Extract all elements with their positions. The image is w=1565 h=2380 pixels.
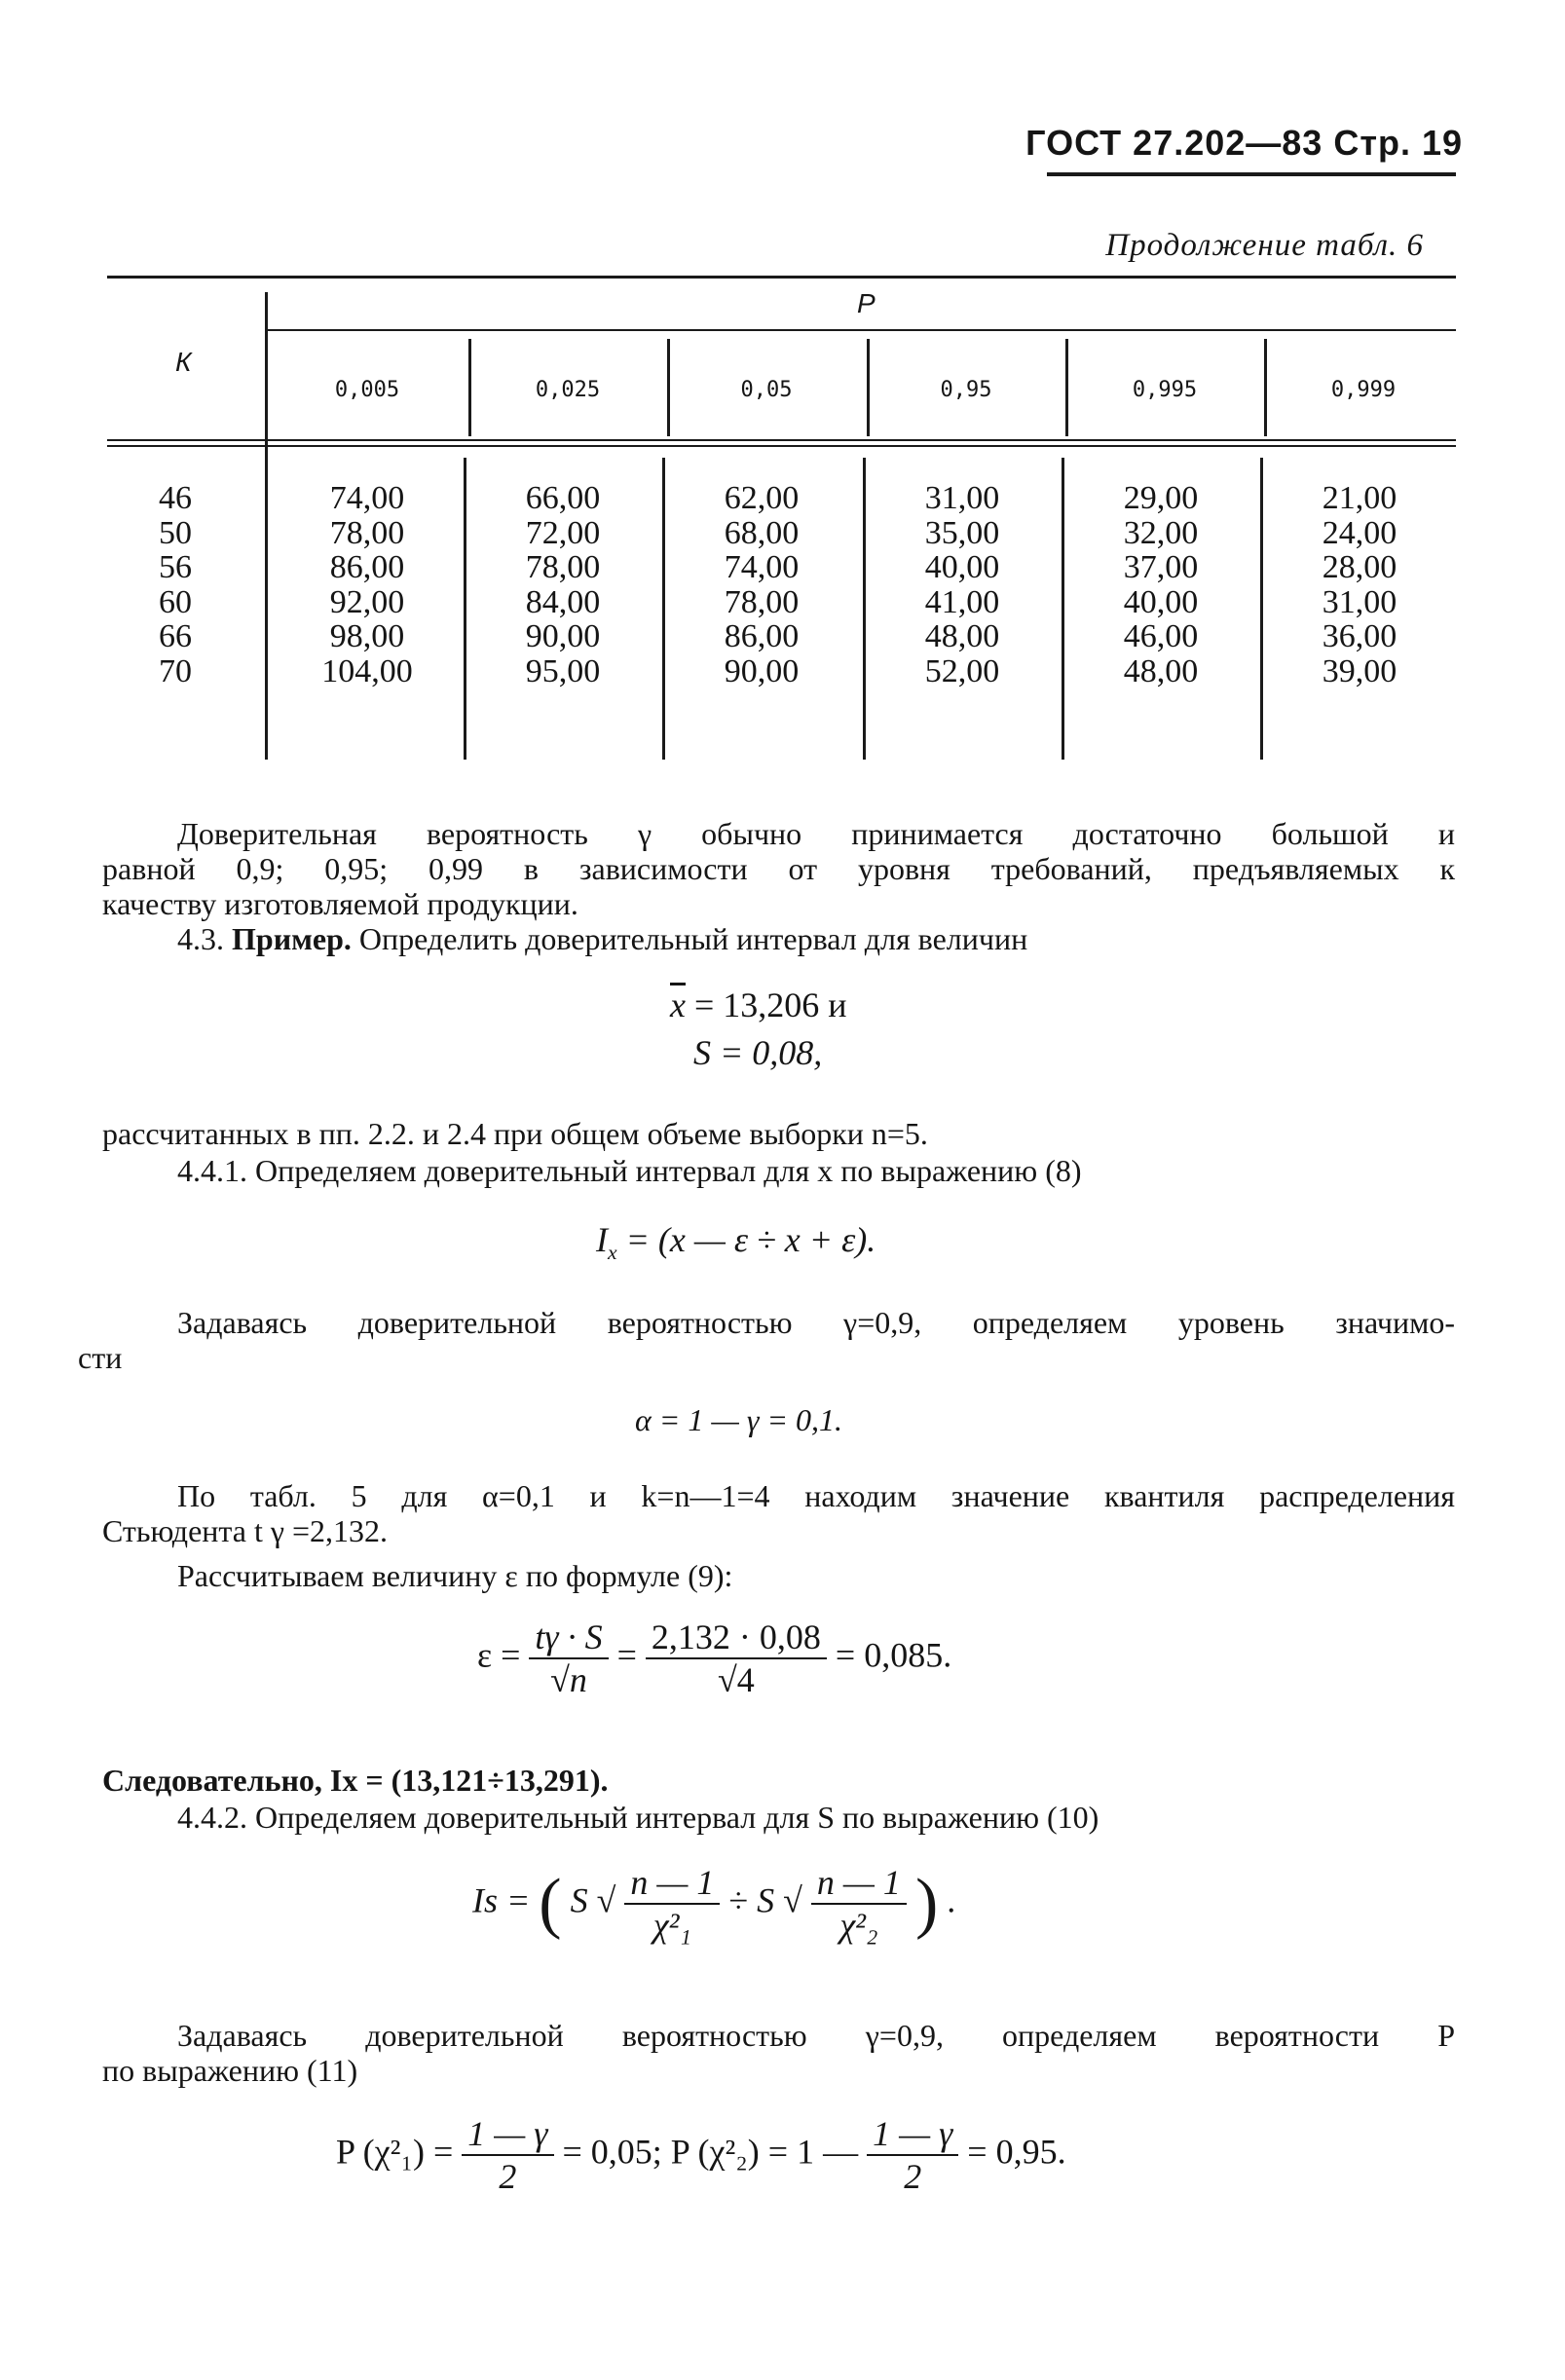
- p-num-1: 1 — γ: [462, 2113, 553, 2156]
- table-header-rule: [107, 439, 1456, 441]
- eps-den-1: √n: [550, 1660, 587, 1699]
- k-values: 46 50 56 60 66 70: [159, 480, 192, 689]
- paragraph-table5-line2: Стьюдента t γ =2,132.: [102, 1513, 389, 1548]
- p-mid: = 0,05; P (χ²₂) = 1 —: [562, 2132, 859, 2172]
- is-lhs: Is =: [472, 1880, 531, 1920]
- is-num-1: n — 1: [624, 1862, 720, 1905]
- is-den-1: χ²₁: [652, 1906, 691, 1945]
- p-header-4: 0,995: [1132, 378, 1198, 402]
- eps-rhs: = 0,085.: [835, 1635, 952, 1675]
- values-col-0: 74,00 78,00 86,00 92,00 98,00 104,00: [321, 480, 413, 689]
- paragraph-442: 4.4.2. Определяем доверительный интервал для S по выражению (10): [177, 1800, 1099, 1835]
- is-s1: S √: [570, 1880, 616, 1920]
- paragraph-table5-line1: По табл. 5 для α=0,1 и k=n—1=4 находим значение квантиля распределения: [177, 1478, 1455, 1513]
- eps-fraction-1: [529, 1617, 608, 1700]
- table-vline-0: [265, 292, 268, 760]
- is-period: .: [947, 1880, 956, 1920]
- is-num-2: n — 1: [811, 1862, 907, 1905]
- paragraph-probabilities-line1: Задаваясь доверительной вероятностью γ=0,9, определяем вероятности P: [177, 2018, 1455, 2053]
- p-den-2: 2: [904, 2157, 922, 2196]
- table-header-rule-2: [107, 445, 1456, 447]
- equation-alpha: α = 1 — γ = 0,1.: [635, 1402, 843, 1437]
- page-header: ГОСТ 27.202—83 Стр. 19: [1025, 123, 1463, 163]
- values-col-4: 29,00 32,00 37,00 40,00 46,00 48,00: [1123, 480, 1199, 689]
- p-header-2: 0,05: [740, 378, 793, 402]
- eps-lhs: ε =: [477, 1635, 521, 1675]
- paragraph-significance-line1: Задаваясь доверительной вероятностью γ=0,9, определяем уровень значимо-: [177, 1305, 1455, 1340]
- x-mean-value: = 13,206 и: [693, 985, 847, 1024]
- values-col-3: 31,00 35,00 40,00 41,00 48,00 52,00: [924, 480, 1000, 689]
- x-mean-symbol: $\overline{x}$: [670, 985, 686, 1024]
- eps-den-2: √4: [718, 1660, 755, 1699]
- eps-num-2: 2,132 · 0,08: [646, 1617, 827, 1659]
- p-header-0: 0,005: [334, 378, 400, 402]
- k-column-header: К: [175, 347, 192, 377]
- values-col-5: 21,00 24,00 28,00 31,00 36,00 39,00: [1322, 480, 1397, 689]
- paragraph-epsilon: Рассчитываем величину ε по формуле (9):: [177, 1558, 733, 1593]
- paragraph-significance-line2: сти: [78, 1340, 123, 1375]
- equation-interval-x: [596, 1219, 876, 1265]
- paragraph-441: 4.4.1. Определяем доверительный интервал для x по выражению (8): [177, 1153, 1082, 1188]
- p-chi1-lhs: P (χ²₁) =: [336, 2132, 454, 2172]
- ix-expression: = (x — ε ÷ x + ε).: [625, 1220, 876, 1259]
- is-s2: S √: [757, 1880, 802, 1920]
- equation-probabilities: [336, 2113, 1066, 2197]
- example-label: Пример.: [232, 921, 352, 956]
- paragraph-sample: рассчитанных в пп. 2.2. и 2.4 при общем объеме выборки n=5.: [102, 1116, 928, 1151]
- is-fraction-1: [624, 1862, 720, 1946]
- example-text: Определить доверительный интервал для величин: [358, 921, 1028, 956]
- p-header-1: 0,025: [535, 378, 601, 402]
- header-rule: [1047, 172, 1456, 176]
- is-close-paren: ): [914, 1866, 939, 1941]
- ix-symbol: $I_x$: [596, 1220, 617, 1265]
- is-open-paren: (: [539, 1866, 562, 1941]
- p-fraction-1: [462, 2113, 553, 2197]
- p-fraction-2: [867, 2113, 958, 2197]
- table-p-rule: [268, 329, 1456, 331]
- eps-fraction-2: [646, 1617, 827, 1700]
- equation-s: S = 0,08,: [693, 1033, 823, 1072]
- example-paragraph: [177, 921, 1027, 956]
- values-col-1: 66,00 72,00 78,00 84,00 90,00 95,00: [525, 480, 601, 689]
- is-plus: ÷: [728, 1880, 749, 1920]
- p-end: = 0,95.: [967, 2132, 1066, 2172]
- paragraph-probabilities-line2: по выражению (11): [102, 2053, 358, 2088]
- eps-num-1: tγ · S: [529, 1617, 608, 1659]
- paragraph-confidence-line2: равной 0,9; 0,95; 0,99 в зависимости от уровня требований, предъявляемых к: [102, 851, 1455, 886]
- table-top-rule: [107, 276, 1456, 279]
- p-column-header: P: [857, 288, 876, 318]
- p-header-3: 0,95: [940, 378, 992, 402]
- equation-interval-s: [472, 1862, 955, 1946]
- table-continuation-caption: Продолжение табл. 6: [1105, 228, 1424, 263]
- paragraph-confidence-line3: качеству изготовляемой продукции.: [102, 886, 578, 921]
- p-header-5: 0,999: [1330, 378, 1397, 402]
- p-den-1: 2: [499, 2157, 517, 2196]
- paragraph-confidence-line1: Доверительная вероятность γ обычно принимается достаточно большой и: [177, 816, 1455, 851]
- is-den-2: χ²₂: [839, 1906, 878, 1945]
- is-fraction-2: [811, 1862, 907, 1946]
- equation-x-mean: [670, 985, 847, 1025]
- values-col-2: 62,00 68,00 74,00 78,00 86,00 90,00: [724, 480, 800, 689]
- p-num-2: 1 — γ: [867, 2113, 958, 2156]
- example-number: 4.3.: [177, 921, 224, 956]
- equation-epsilon: ε = $\frac{t\gamma \cdot S}{√n}$ = $\frac{2,132 \cdot 0,08}{√4}$ = 0,085.: [477, 1618, 952, 1699]
- paragraph-conclusion: Следовательно, Iх = (13,121÷13,291).: [102, 1763, 609, 1798]
